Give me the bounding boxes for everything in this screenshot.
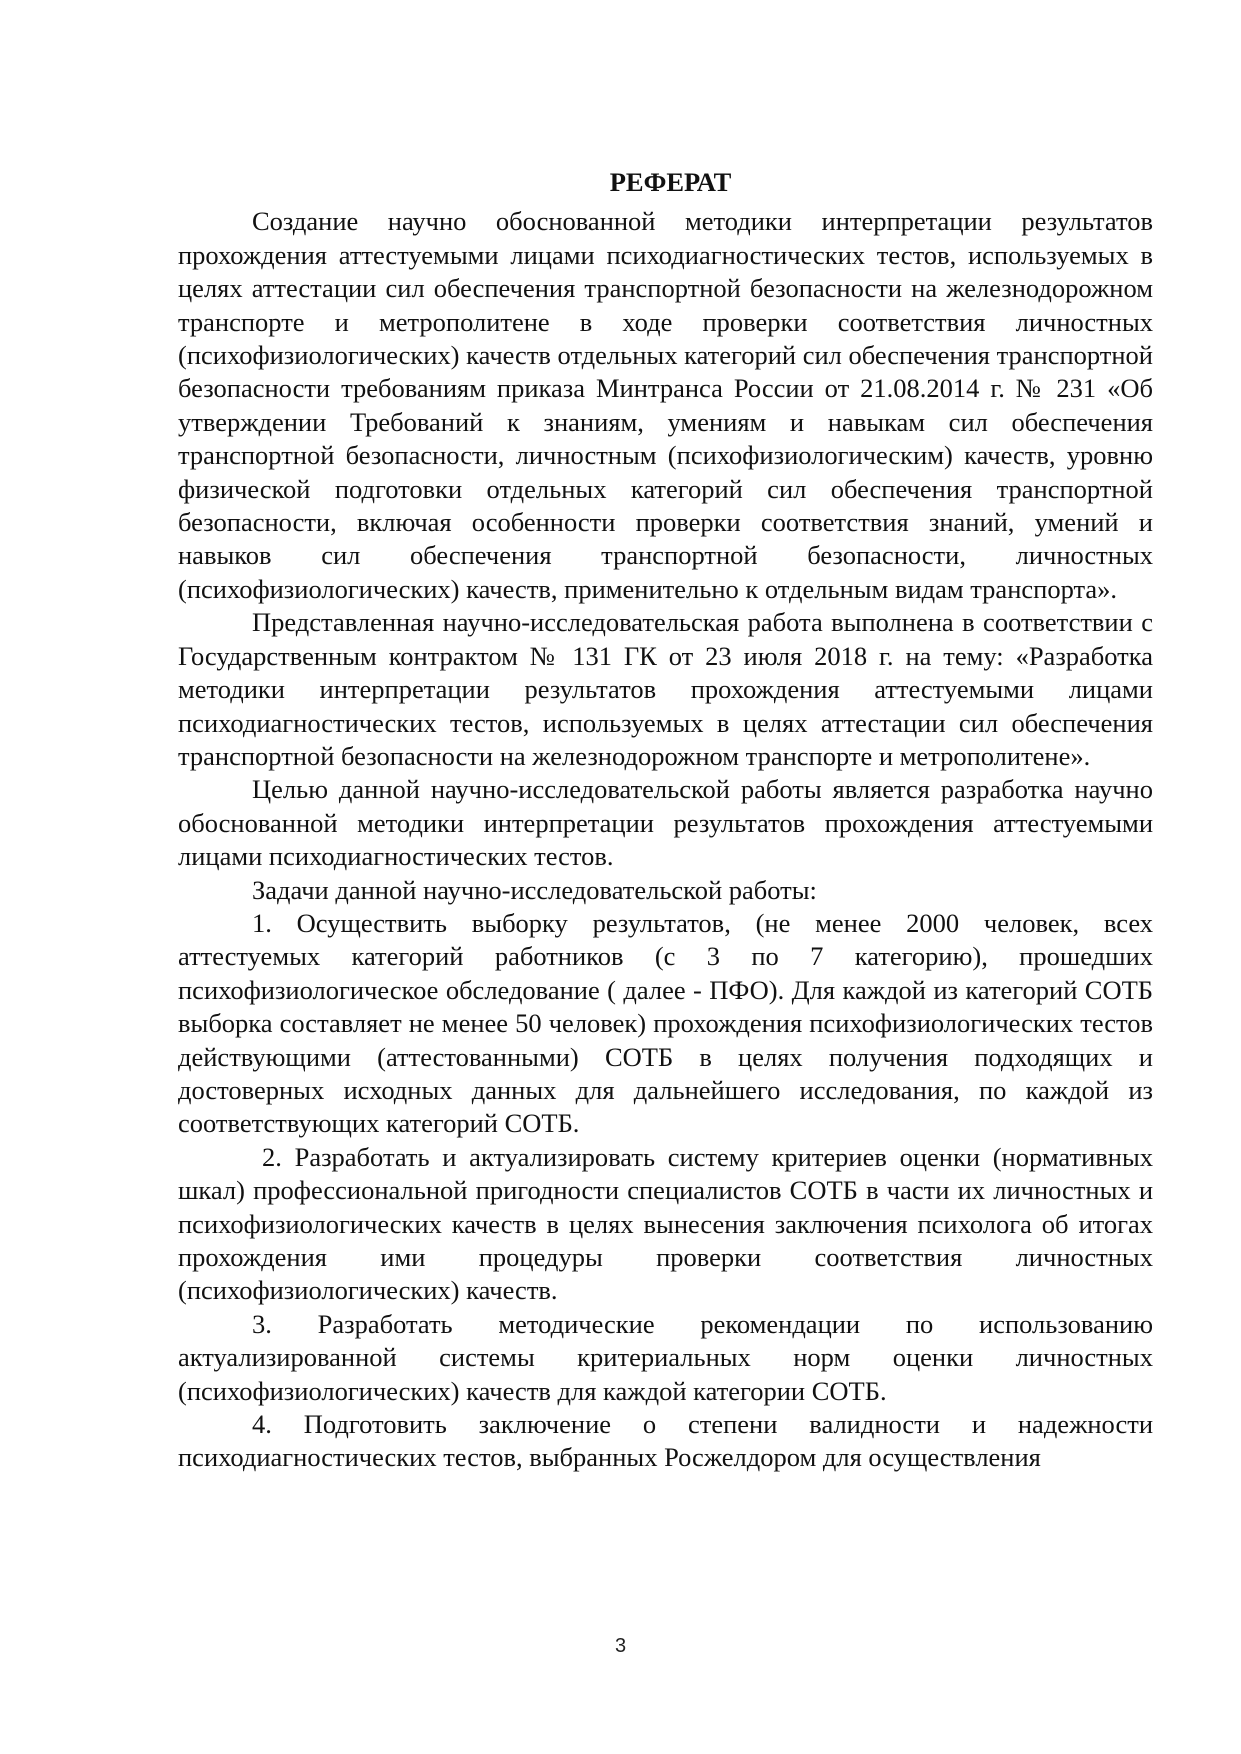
paragraph-tasks-heading: Задачи данной научно-исследовательской работы: bbox=[252, 874, 817, 905]
task-item-4: 4. Подготовить заключение о степени валидности и надежности психодиагностических тестов, выбранных Росжелдором для осуществления bbox=[178, 1409, 1153, 1473]
paragraph-contract: Представленная научно-исследовательская работа выполнена в соответствии с Государственным контрактом № 131 ГК от 23 июля 2018 г. на тему: «Разработка методики интерпретации результатов прохождения аттестуемыми лицами психодиагностических тестов, используемых в целях аттестации сил обеспечения транспортной безопасности на железнодорожном транспорте и метрополитене». bbox=[178, 607, 1153, 771]
task-item-3: 3. Разработать методические рекомендации по использованию актуализированной системы критериальных норм оценки личностных (психофизиологических) качеств для каждой категории СОТБ. bbox=[178, 1308, 1153, 1406]
page-number: 3 bbox=[614, 1635, 627, 1657]
paragraph-introduction: Создание научно обоснованной методики интерпретации результатов прохождения аттестуемыми лицами психодиагностических тестов, используемых в целях аттестации сил обеспечения транспортной безопасности на железнодорожном транспорте и метрополитене в ходе проверки соответствия личностных (психофизиологических) качеств отдельных категорий сил обеспечения транспортной безопасности требованиям приказа Минтранса России от 21.08.2014 г. № 231 «Об утверждении Требований к знаниям, умениям и навыкам сил обеспечения транспортной безопасности, личностным (психофизиологическим) качеств, уровню физической подготовки отдельных категорий сил обеспечения транспортной безопасности, включая особенности проверки соответствия знаний, умений и навыков сил обеспечения транспортной безопасности, личностных (психофизиологических) качеств, применительно к отдельным видам транспорта». bbox=[178, 206, 1153, 604]
task-item-1: 1. Осуществить выборку результатов, (не менее 2000 человек, всех аттестуемых категорий работников (с 3 по 7 категорию), прошедших психофизиологическое обследование ( далее - ПФО). Для каждой из категорий СОТБ выборка составляет не менее 50 человек) прохождения психофизиологических тестов действующими (аттестованными) СОТБ в целях получения подходящих и достоверных исходных данных для дальнейшего исследования, по каждой из соответствующих категорий СОТБ. bbox=[178, 907, 1153, 1139]
document-title: РЕФЕРАТ bbox=[609, 167, 732, 197]
paragraph-goal: Целью данной научно-исследовательской работы является разработка научно обоснованной методики интерпретации результатов прохождения аттестуемыми лицами психодиагностических тестов. bbox=[178, 774, 1153, 872]
document-body bbox=[178, 166, 1153, 1475]
task-item-2: 2. Разработать и актуализировать систему критериев оценки (нормативных шкал) профессиональной пригодности специалистов СОТБ в части их личностных и психофизиологических качеств в целях вынесения заключения психолога об итогах прохождения ими процедуры проверки соответствия личностных (психофизиологических) качеств. bbox=[178, 1141, 1153, 1306]
